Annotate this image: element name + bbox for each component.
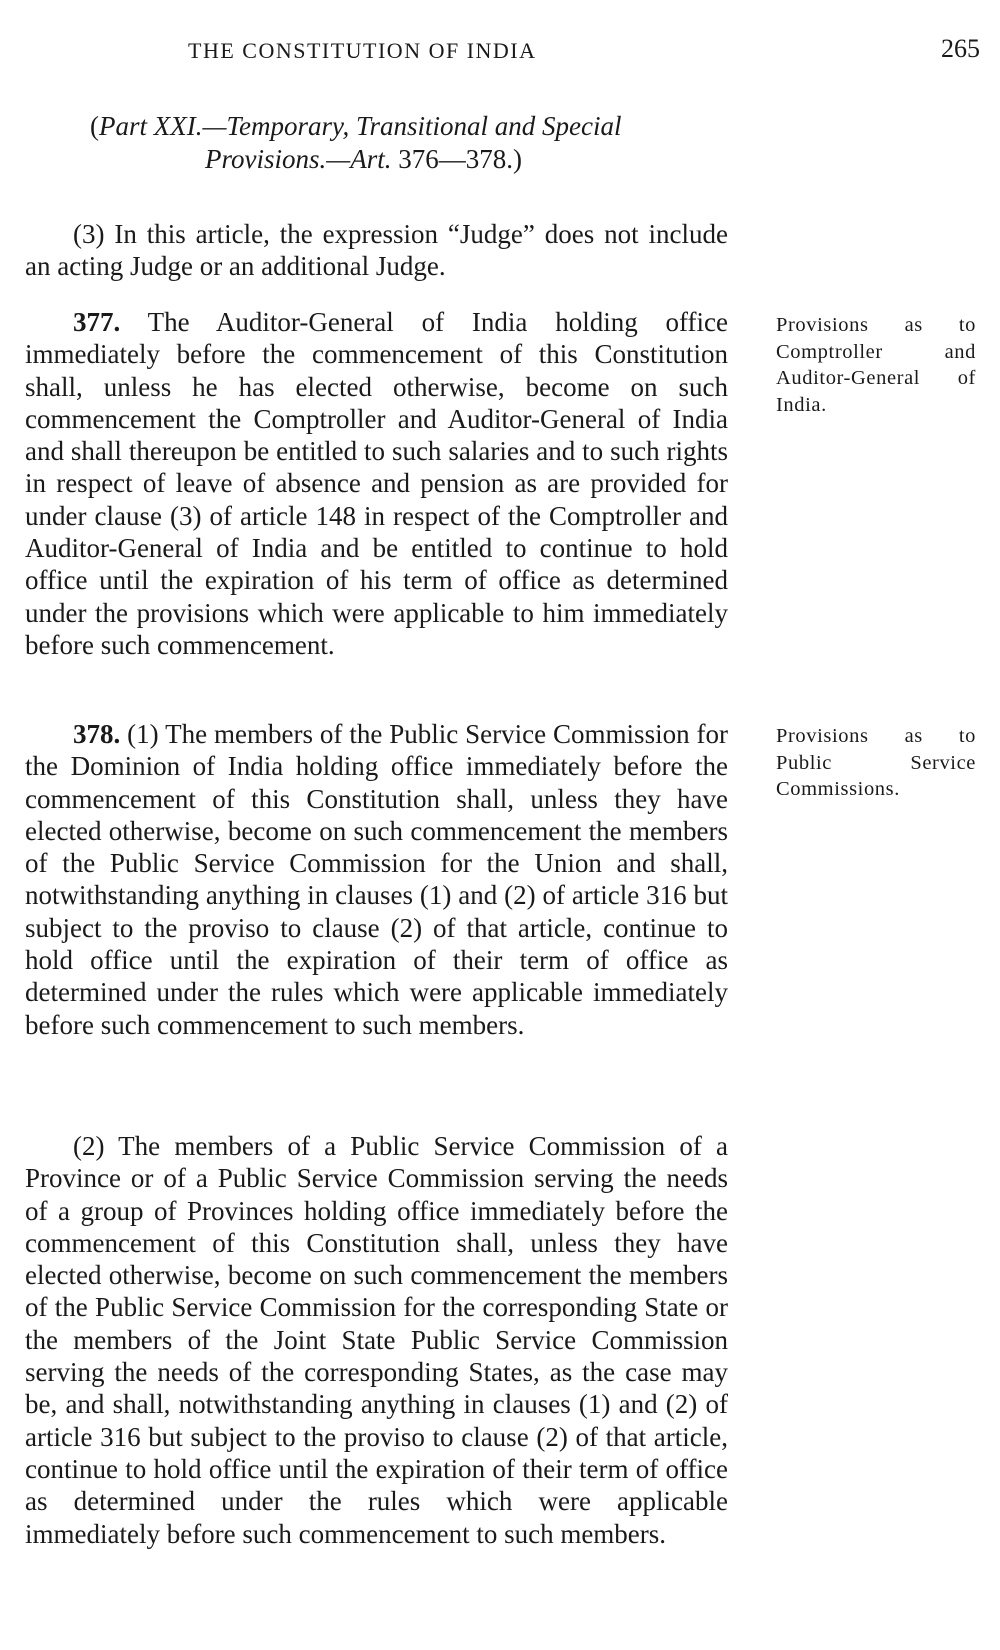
part-heading-title: Part XXI.—Temporary, Transitional and Special [99,111,622,141]
article-378-clause-2 [25,1130,728,1550]
article-378-clause-2-text: (2) The members of a Public Service Commission of a Province or of a Public Service Commission serving the needs of a group of Provinces holding office immediately before the commencement of this Constitution shall, unless they have elected otherwise, become on such commencement the members of the Public Service Commission for the corresponding State or the members of the Joint State Public Service Commission serving the needs of the corresponding States, as the case may be, and shall, notwithstanding anything in clauses (1) and (2) of article 316 but subject to the proviso to clause (2) of that article, continue to hold office until the expiration of their term of office as determined under the rules which were applicable immediately before such commencement to such members. [25,1131,728,1549]
part-heading-line-2 [90,143,690,176]
part-heading-open-paren: ( [90,111,99,141]
article-376-clause-3 [25,218,728,283]
article-378-clause-1 [25,718,728,1041]
article-378-number: 378. [73,719,121,749]
article-377-number: 377. [73,307,121,337]
article-378-clause-1-text: (1) The members of the Public Service Commission for the Dominion of India holding office immediately before the commencement of this Constitution shall, unless they have elected otherwise, become on such commencement the members of the Public Service Commission for the Union and shall, notwithstanding anything in clauses (1) and (2) of article 316 but subject to the proviso to clause (2) of that article, continue to hold office until the expiration of their term of office as determined under the rules which were applicable immediately before such commencement to such members. [25,719,728,1040]
part-heading [90,110,690,176]
article-378-paragraph-1 [25,718,728,1041]
margin-note-377: Provisions as to Comptroller and Auditor-General of India. [776,314,976,416]
article-377 [25,306,728,661]
part-heading-provisions: Provisions.—Art. [205,144,392,174]
part-heading-line-1 [90,110,690,143]
margin-note-378: Provisions as to Public Service Commissions. [776,725,976,800]
clause-3-text: (3) In this article, the expression “Judge” does not include an acting Judge or an additional Judge. [25,219,728,282]
running-title: THE CONSTITUTION OF INDIA [188,38,537,63]
page-number: 265 [941,34,980,63]
article-377-text: The Auditor-General of India holding office immediately before the commencement of this Constitution shall, unless he has elected otherwise, become on such commencement the Comptroller and Auditor-General of India and shall thereupon be entitled to such salaries and to such rights in respect of leave of absence and pension as are provided for under clause (3) of article 148 in respect of the Comptroller and Auditor-General of India and be entitled to continue to hold office until the expiration of his term of office as determined under the provisions which were applicable to him immediately before such commencement. [25,307,728,660]
article-377-paragraph [25,306,728,661]
part-heading-article-range: 376—378.) [391,144,523,174]
